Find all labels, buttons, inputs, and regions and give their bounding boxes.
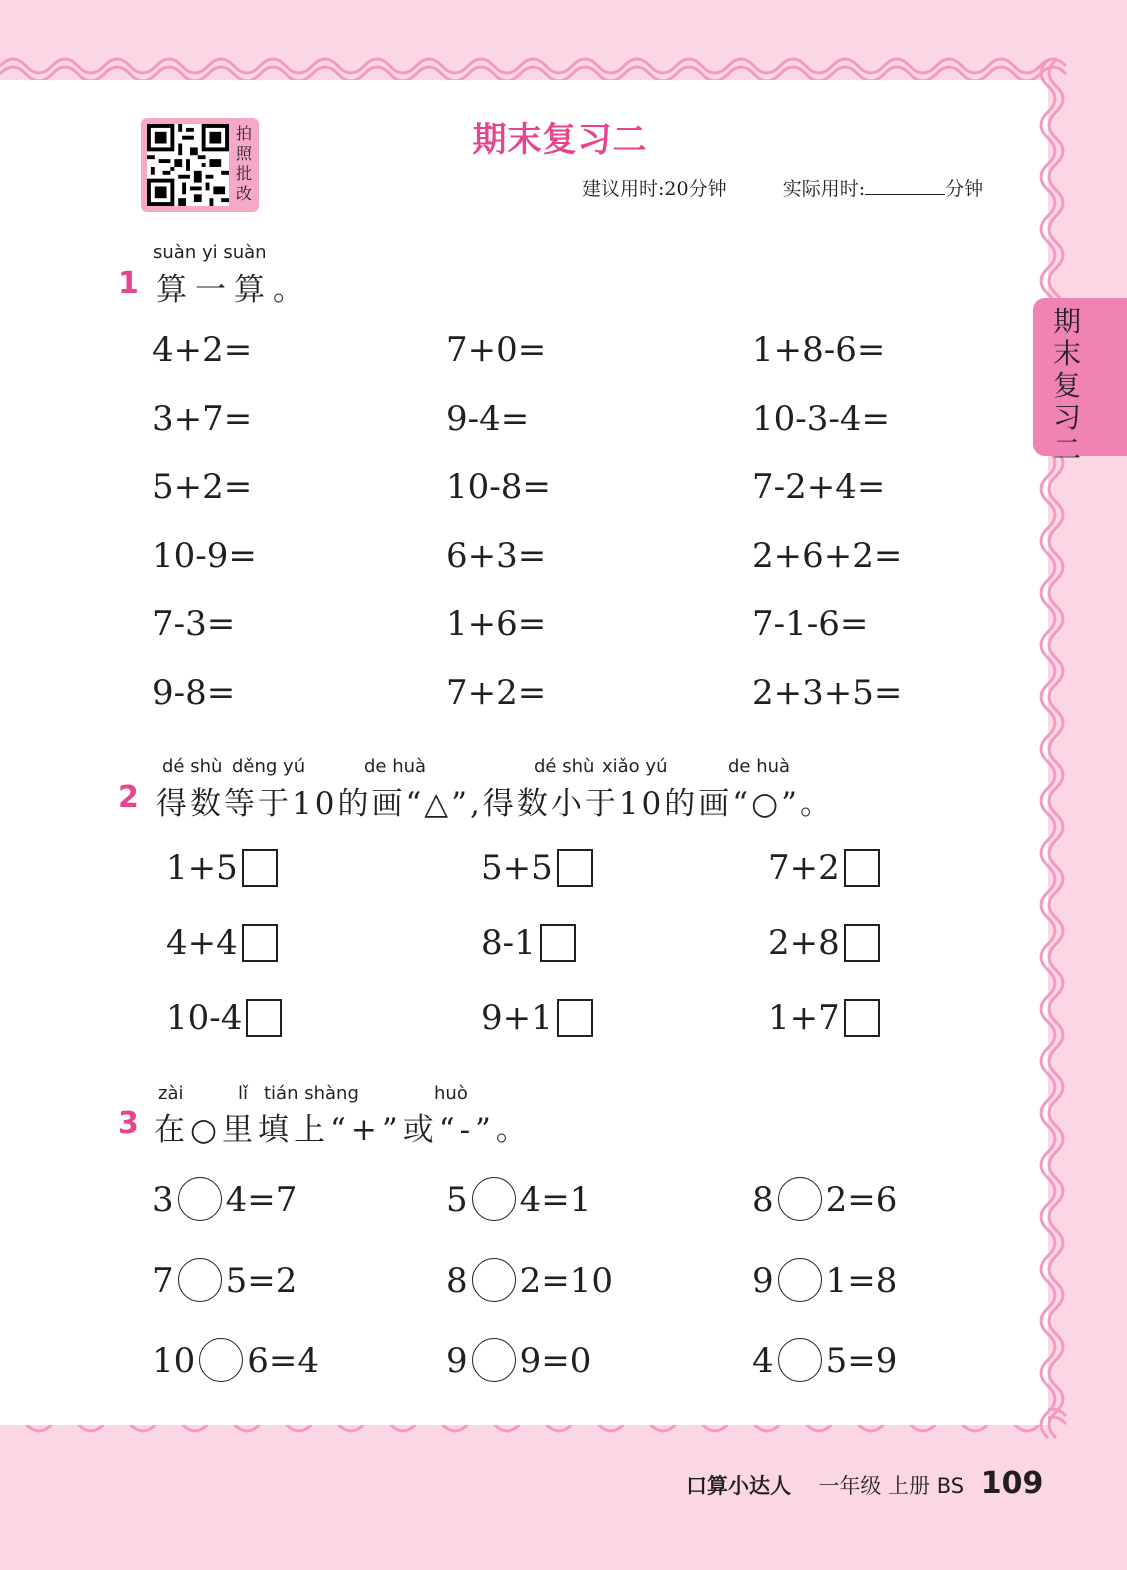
right-expression: 5=2 <box>225 1260 298 1301</box>
expression: 7+2 <box>768 848 840 888</box>
equation-item[interactable]: 10-3-4= <box>752 398 890 439</box>
expression: 9+1 <box>481 998 553 1038</box>
section3-number: 3 <box>118 1106 139 1141</box>
answer-box[interactable] <box>844 849 880 887</box>
right-expression: 5=9 <box>825 1341 898 1381</box>
fill-operator-item <box>752 1338 897 1382</box>
side-tab: 期 末 复 习 二 <box>1033 298 1127 456</box>
operator-circle[interactable] <box>472 1177 516 1221</box>
equation-item[interactable]: 7-2+4= <box>752 467 886 507</box>
suggested-time: 建议用时:20分钟 <box>582 178 727 200</box>
compare-item <box>768 998 880 1038</box>
fill-operator-item <box>152 1258 297 1302</box>
fill-operator-item <box>752 1177 897 1221</box>
book-grade: 一年级 上册 BS <box>818 1474 965 1498</box>
section2-title: 得数等于10的画“△”,得数小于10的画“○”。 <box>156 786 835 822</box>
section1-title: 算一算。 <box>156 272 312 308</box>
equation-item[interactable]: 7+2= <box>446 672 547 713</box>
left-operand: 8 <box>752 1180 774 1220</box>
operator-circle[interactable] <box>199 1338 243 1382</box>
actual-time-blank[interactable] <box>865 178 945 195</box>
qr-label: 拍 照 批 改 <box>235 124 252 203</box>
expression: 10-4 <box>166 998 243 1038</box>
section2-pinyin: xiǎo yú <box>602 756 668 777</box>
compare-item <box>166 998 282 1038</box>
wavy-border-right <box>1030 60 1075 1440</box>
right-expression: 4=1 <box>519 1180 592 1220</box>
left-operand: 8 <box>446 1260 468 1301</box>
qr-code-icon <box>147 124 229 206</box>
left-operand: 3 <box>152 1180 174 1220</box>
right-expression: 4=7 <box>225 1180 298 1220</box>
section2-pinyin: de huà <box>728 756 791 777</box>
fill-operator-item <box>752 1258 897 1302</box>
right-expression: 2=6 <box>825 1180 898 1220</box>
expression: 5+5 <box>481 848 553 888</box>
answer-box[interactable] <box>242 849 278 887</box>
left-operand: 10 <box>152 1341 196 1381</box>
left-operand: 7 <box>152 1260 174 1301</box>
qr-code-block[interactable] <box>141 118 259 212</box>
book-title: 口算小达人 <box>686 1474 791 1498</box>
operator-circle[interactable] <box>472 1338 516 1382</box>
right-expression: 2=10 <box>519 1260 614 1301</box>
operator-circle[interactable] <box>178 1258 222 1302</box>
right-expression: 6=4 <box>247 1341 320 1381</box>
compare-item <box>768 923 880 963</box>
left-operand: 9 <box>752 1260 774 1301</box>
equation-item[interactable]: 1+8-6= <box>752 330 886 370</box>
actual-time-label: 实际用时: <box>782 178 866 200</box>
equation-item[interactable]: 5+2= <box>152 467 253 507</box>
equation-item[interactable]: 6+3= <box>446 535 547 576</box>
expression: 2+8 <box>768 923 840 963</box>
section3-pinyin: tián shàng <box>264 1083 359 1104</box>
section2-number: 2 <box>118 780 139 815</box>
answer-box[interactable] <box>557 999 593 1037</box>
equation-item[interactable]: 7-1-6= <box>752 604 869 644</box>
equation-item[interactable]: 10-8= <box>446 467 551 507</box>
equation-item[interactable]: 9-8= <box>152 672 236 713</box>
fill-operator-item <box>152 1177 297 1221</box>
actual-time-unit: 分钟 <box>945 178 984 200</box>
expression: 1+5 <box>166 848 238 888</box>
compare-item <box>166 923 278 963</box>
equation-item[interactable]: 10-9= <box>152 535 257 576</box>
equation-item[interactable]: 1+6= <box>446 604 547 644</box>
fill-operator-item <box>446 1177 591 1221</box>
timing-info <box>582 174 983 201</box>
left-operand: 9 <box>446 1341 468 1381</box>
equation-item[interactable]: 3+7= <box>152 398 253 439</box>
compare-item <box>481 998 593 1038</box>
operator-circle[interactable] <box>178 1177 222 1221</box>
section2-pinyin: dé shù <box>162 756 223 777</box>
compare-item <box>166 848 278 888</box>
page-footer <box>686 1466 1043 1501</box>
page-title: 期末复习二 <box>472 120 648 160</box>
equation-item[interactable]: 7-3= <box>152 604 236 644</box>
equation-item[interactable]: 9-4= <box>446 398 530 439</box>
left-operand: 4 <box>752 1341 774 1381</box>
expression: 1+7 <box>768 998 840 1038</box>
left-operand: 5 <box>446 1180 468 1220</box>
expression: 4+4 <box>166 923 238 963</box>
operator-circle[interactable] <box>778 1258 822 1302</box>
answer-box[interactable] <box>844 924 880 962</box>
compare-item <box>481 923 576 963</box>
expression: 8-1 <box>481 923 536 963</box>
compare-item <box>481 848 593 888</box>
section1-number: 1 <box>118 266 139 301</box>
answer-box[interactable] <box>557 849 593 887</box>
section2-pinyin: dé shù <box>534 756 595 777</box>
section3-pinyin: zài <box>158 1083 184 1104</box>
equation-item[interactable]: 7+0= <box>446 330 547 370</box>
section3-pinyin: lǐ <box>238 1083 249 1104</box>
right-expression: 9=0 <box>519 1341 592 1381</box>
section3-pinyin: huò <box>434 1083 468 1104</box>
section2-pinyin: de huà <box>364 756 427 777</box>
operator-circle[interactable] <box>778 1338 822 1382</box>
section1-pinyin: suàn yi suàn <box>153 242 267 263</box>
operator-circle[interactable] <box>472 1258 516 1302</box>
fill-operator-item <box>152 1338 319 1382</box>
compare-item <box>768 848 880 888</box>
section3-title: 在○里填上“+”或“-”。 <box>154 1112 532 1148</box>
fill-operator-item <box>446 1338 591 1382</box>
answer-box[interactable] <box>540 924 576 962</box>
answer-box[interactable] <box>844 999 880 1037</box>
equation-item[interactable]: 2+3+5= <box>752 672 903 713</box>
equation-item[interactable]: 2+6+2= <box>752 535 903 576</box>
page-number: 109 <box>980 1466 1044 1501</box>
answer-box[interactable] <box>246 999 282 1037</box>
right-expression: 1=8 <box>825 1260 898 1301</box>
section2-pinyin: děng yú <box>232 756 306 777</box>
answer-box[interactable] <box>242 924 278 962</box>
fill-operator-item <box>446 1258 613 1302</box>
equation-item[interactable]: 4+2= <box>152 330 253 370</box>
operator-circle[interactable] <box>778 1177 822 1221</box>
